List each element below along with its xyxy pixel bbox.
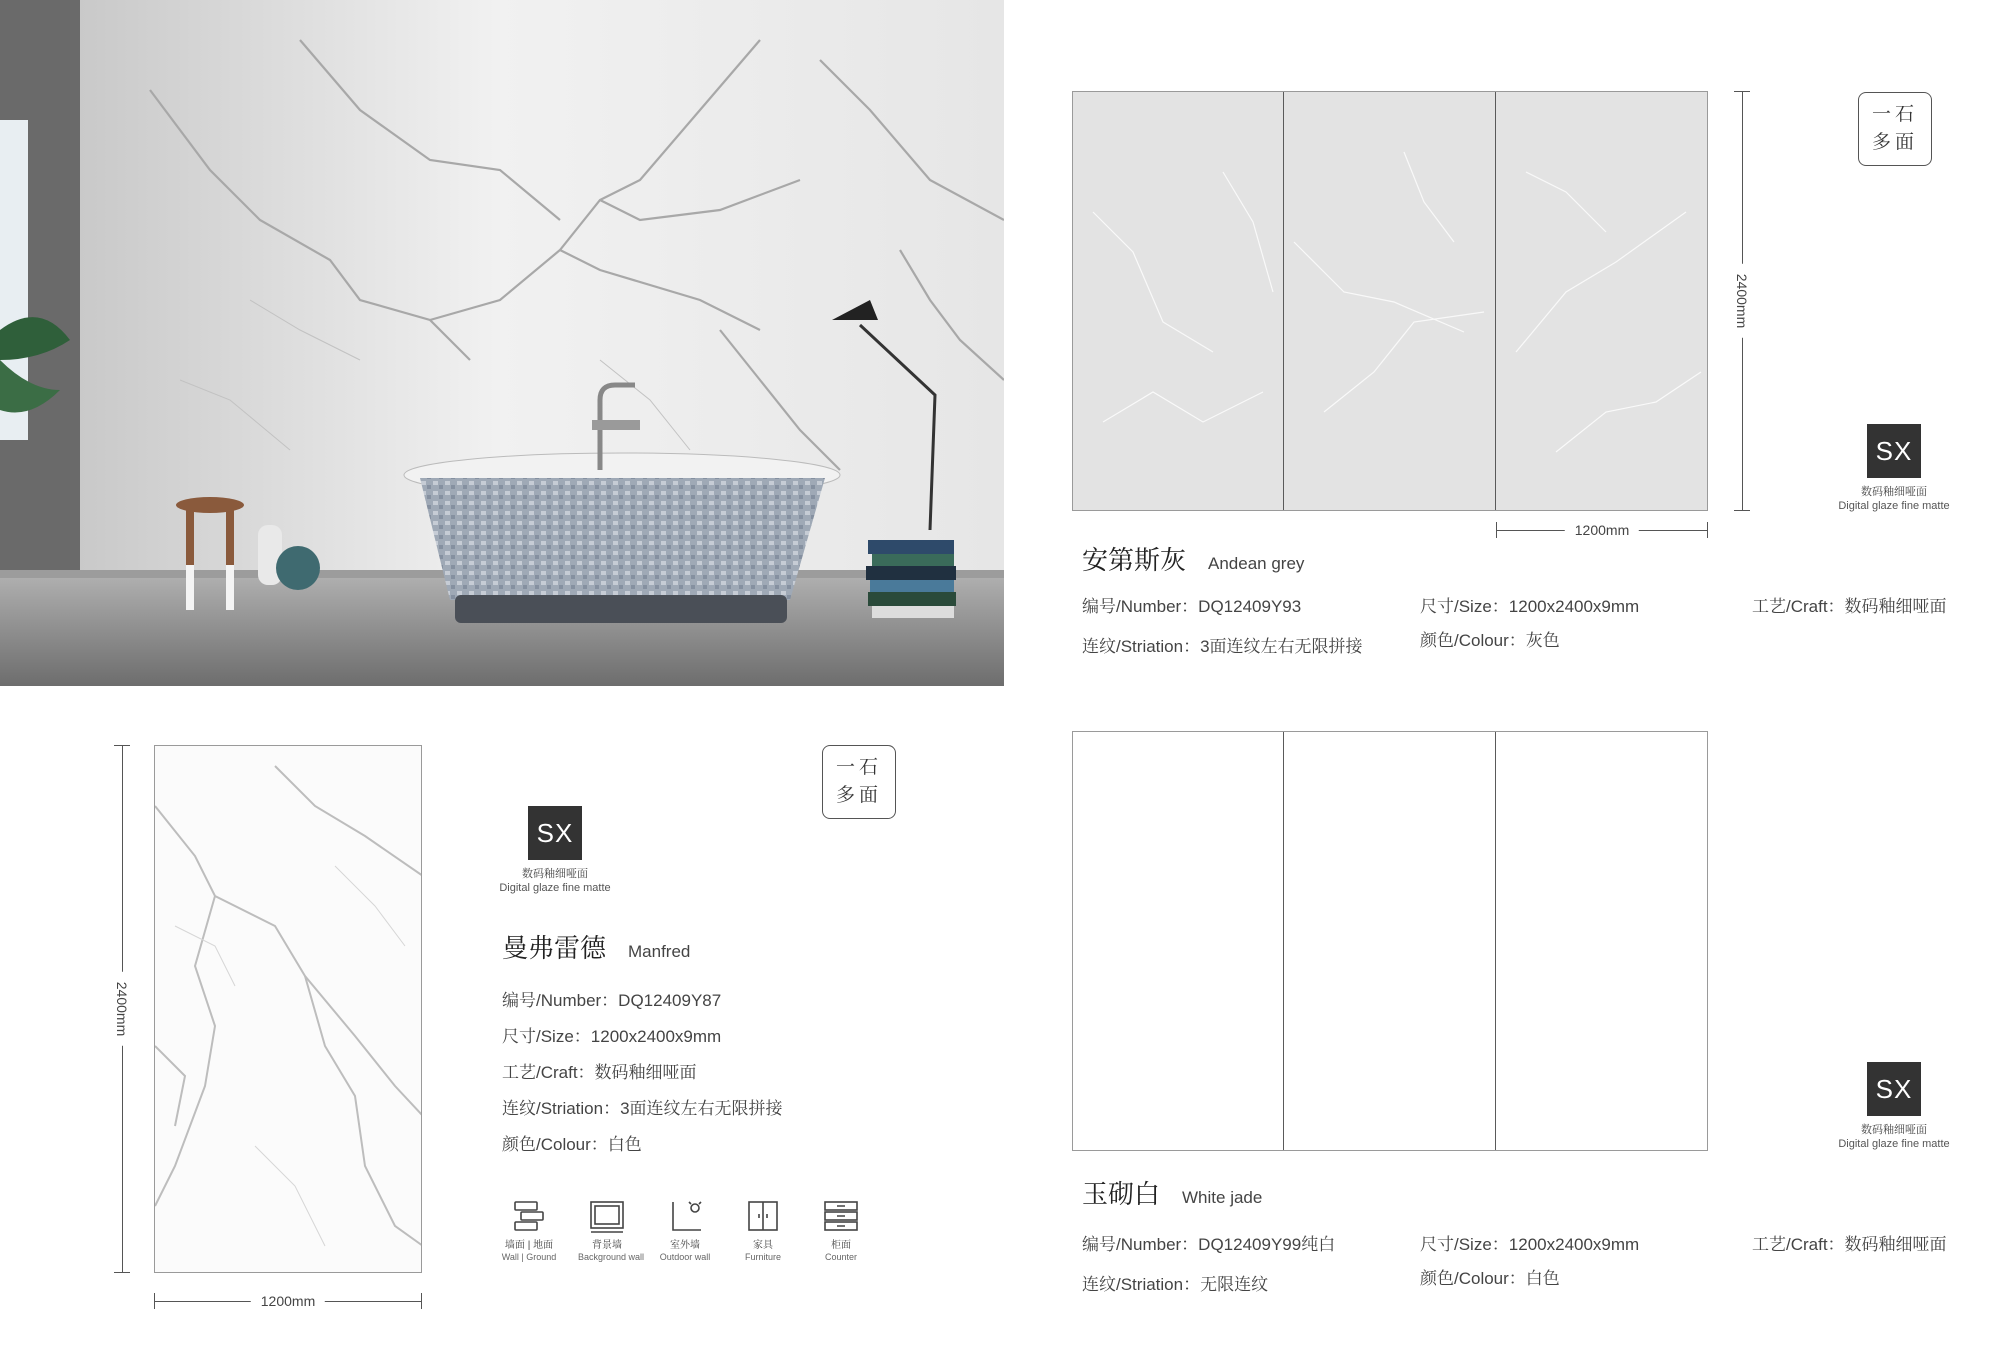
manfred-width-label: 1200mm: [251, 1293, 325, 1309]
sx-badge-en: Digital glaze fine matte: [499, 882, 611, 894]
application-wall-ground: [500, 1200, 558, 1263]
sx-badge: [1832, 1062, 1956, 1151]
sx-badge-icon: SX: [528, 806, 582, 860]
manfred-width-dimension: [154, 1293, 422, 1309]
white-jade-striation: 连纹/Striation：无限连纹: [1082, 1275, 1269, 1294]
white-jade-name-cn: 玉砌白: [1082, 1179, 1161, 1209]
sx-badge-en: Digital glaze fine matte: [1838, 500, 1950, 512]
stamp-line-1: 一石: [835, 757, 882, 778]
sx-badge-icon: SX: [1867, 1062, 1921, 1116]
stamp-line-1: 一石: [1871, 104, 1918, 125]
application-furniture-cn: 家具: [753, 1240, 773, 1251]
furniture-icon: [745, 1200, 781, 1234]
white-jade-slab-panels: [1072, 731, 1708, 1151]
white-jade-slab-1: [1073, 732, 1284, 1150]
application-counter-en: Counter: [824, 1252, 858, 1262]
manfred-product-name: [502, 928, 690, 965]
andean-size: 尺寸/Size：1200x2400x9mm: [1420, 597, 1640, 616]
andean-name-en: Andean grey: [1208, 554, 1305, 573]
andean-grey-slab-1: [1073, 92, 1284, 510]
application-outdoor-wall: [656, 1200, 714, 1263]
application-background-wall-cn: 背景墙: [592, 1240, 622, 1251]
manfred-slab: [154, 745, 422, 1273]
white-jade-size: 尺寸/Size：1200x2400x9mm: [1420, 1235, 1640, 1254]
andean-height-dimension: [1734, 91, 1750, 511]
andean-height-label: 2400mm: [1734, 264, 1750, 338]
bathroom-scene-image: [0, 0, 1004, 686]
application-icons: [500, 1200, 870, 1263]
application-furniture-en: Furniture: [744, 1252, 781, 1262]
andean-colour: 颜色/Colour：灰色: [1420, 631, 1560, 650]
application-counter: [812, 1200, 870, 1263]
white-jade-slab-2: [1284, 732, 1495, 1150]
white-jade-slab-3: [1496, 732, 1707, 1150]
application-background-wall-en: Background wall: [578, 1252, 645, 1262]
manfred-striation: 连纹/Striation：3面连纹左右无限拼接: [502, 1099, 783, 1118]
application-wall-ground-en: Wall | Ground: [501, 1252, 557, 1262]
application-furniture: [734, 1200, 792, 1263]
one-stone-multi-face-stamp: [1858, 92, 1932, 166]
sx-badge: [490, 806, 620, 895]
manfred-number: 编号/Number：DQ12409Y87: [502, 991, 722, 1010]
outdoor-wall-icon: [667, 1200, 703, 1234]
application-background-wall: [578, 1200, 645, 1263]
manfred-name-en: Manfred: [628, 942, 691, 961]
andean-width-dimension: [1496, 522, 1708, 538]
andean-grey-slab-3: [1496, 92, 1707, 510]
andean-name-cn: 安第斯灰: [1082, 545, 1187, 575]
andean-product-name: [1082, 540, 1304, 577]
andean-grey-slab-2: [1284, 92, 1495, 510]
sx-badge-cn: 数码釉细哑面: [1861, 486, 1927, 498]
white-jade-number: 编号/Number：DQ12409Y99纯白: [1082, 1235, 1336, 1254]
sx-badge: [1832, 424, 1956, 513]
counter-icon: [823, 1200, 859, 1234]
stamp-line-2: 多面: [1871, 132, 1918, 153]
application-counter-cn: 柜面: [831, 1240, 851, 1251]
stamp-line-2: 多面: [835, 785, 882, 806]
manfred-height-dimension: [114, 745, 130, 1273]
wall-ground-icon: [511, 1200, 547, 1234]
sx-badge-cn: 数码釉细哑面: [1861, 1124, 1927, 1136]
andean-grey-slab-panels: [1072, 91, 1708, 511]
one-stone-multi-face-stamp: [822, 745, 896, 819]
andean-striation: 连纹/Striation：3面连纹左右无限拼接: [1082, 637, 1363, 656]
manfred-size: 尺寸/Size：1200x2400x9mm: [502, 1027, 722, 1046]
sx-badge-icon: SX: [1867, 424, 1921, 478]
andean-craft: 工艺/Craft：数码釉细哑面: [1752, 597, 1947, 616]
white-jade-product-name: [1082, 1174, 1262, 1211]
manfred-name-cn: 曼弗雷德: [502, 933, 607, 963]
background-wall-icon: [589, 1200, 625, 1234]
white-jade-colour: 颜色/Colour：白色: [1420, 1269, 1560, 1288]
white-jade-craft: 工艺/Craft：数码釉细哑面: [1752, 1235, 1947, 1254]
application-outdoor-wall-en: Outdoor wall: [659, 1252, 711, 1262]
sx-badge-en: Digital glaze fine matte: [1838, 1138, 1950, 1150]
application-wall-ground-cn: 墙面 | 地面: [504, 1240, 554, 1251]
application-outdoor-wall-cn: 室外墙: [670, 1240, 700, 1251]
sx-badge-cn: 数码釉细哑面: [522, 868, 588, 880]
manfred-craft: 工艺/Craft：数码釉细哑面: [502, 1063, 697, 1082]
manfred-height-label: 2400mm: [114, 972, 130, 1046]
andean-number: 编号/Number：DQ12409Y93: [1082, 597, 1302, 616]
white-jade-name-en: White jade: [1182, 1188, 1263, 1207]
manfred-colour: 颜色/Colour：白色: [502, 1135, 642, 1154]
andean-width-label: 1200mm: [1565, 522, 1639, 538]
